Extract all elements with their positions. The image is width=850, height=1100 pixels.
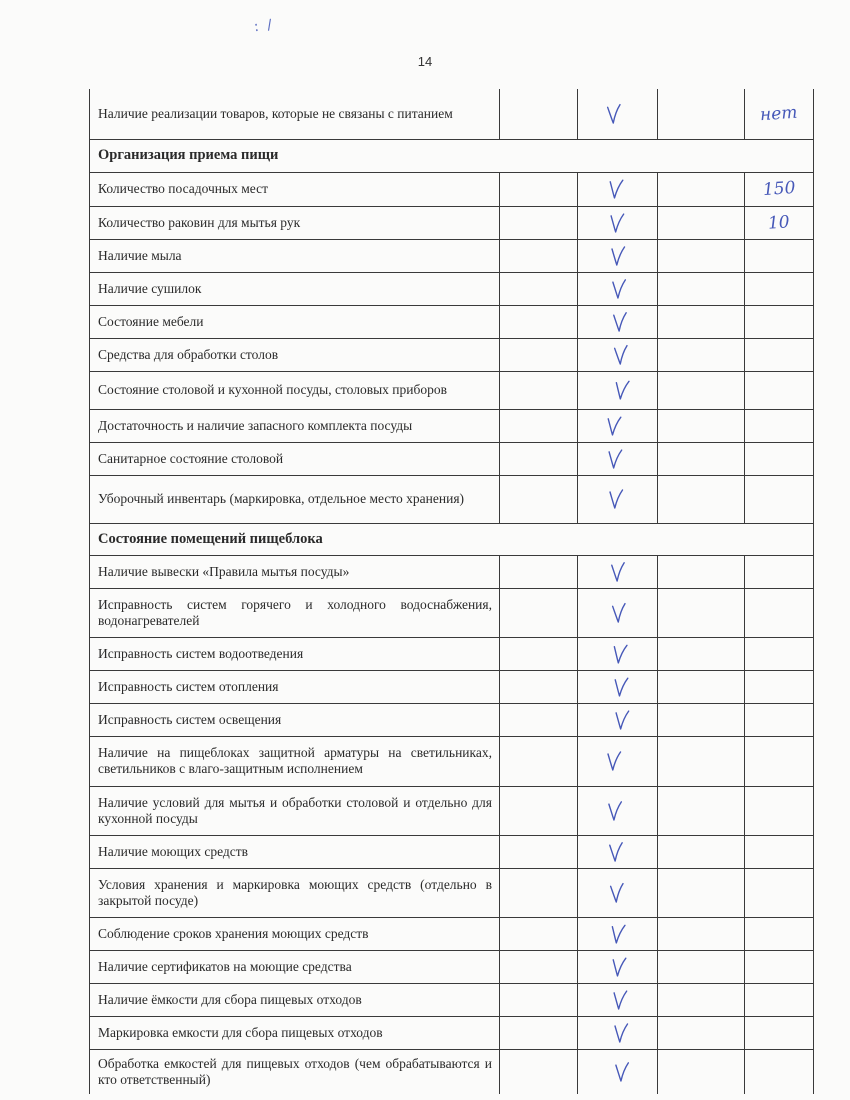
note-cell bbox=[745, 409, 814, 442]
handwritten-check-mark-icon bbox=[611, 310, 628, 333]
blank-column-cell bbox=[500, 409, 578, 442]
checklist-row bbox=[90, 786, 814, 835]
blank-column-cell bbox=[500, 670, 578, 703]
criterion-text: Состояние столовой и кухонной посуды, столовых приборов bbox=[90, 371, 500, 409]
note-cell bbox=[745, 703, 814, 736]
criterion-text: Средства для обработки столов bbox=[90, 338, 500, 371]
checklist-row bbox=[90, 371, 814, 409]
handwritten-check-mark-icon bbox=[610, 277, 626, 299]
criterion-text: Наличие условий для мытья и обработки столовой и отдельно для кухонной посуды bbox=[90, 786, 500, 835]
no-mark-cell bbox=[658, 835, 745, 868]
checklist-row bbox=[90, 950, 814, 983]
note-cell bbox=[745, 1049, 814, 1094]
handwritten-check-mark-icon bbox=[608, 488, 624, 510]
yes-mark-cell bbox=[578, 475, 658, 523]
no-mark-cell bbox=[658, 555, 745, 588]
yes-mark-cell bbox=[578, 1016, 658, 1049]
handwritten-check-mark-icon bbox=[605, 102, 622, 125]
handwritten-note: 10 bbox=[767, 211, 791, 234]
yes-mark-cell bbox=[578, 371, 658, 409]
no-mark-cell bbox=[658, 637, 745, 670]
criterion-text: Количество посадочных мест bbox=[90, 172, 500, 206]
blank-column-cell bbox=[500, 206, 578, 239]
no-mark-cell bbox=[658, 736, 745, 786]
no-mark-cell bbox=[658, 206, 745, 239]
criterion-text: Наличие сертификатов на моющие средства bbox=[90, 950, 500, 983]
checklist-row bbox=[90, 917, 814, 950]
no-mark-cell bbox=[658, 338, 745, 371]
criterion-text: Состояние мебели bbox=[90, 305, 500, 338]
checklist-row bbox=[90, 172, 814, 206]
no-mark-cell bbox=[658, 1049, 745, 1094]
yes-mark-cell bbox=[578, 239, 658, 272]
criterion-text: Достаточность и наличие запасного комплекта посуды bbox=[90, 409, 500, 442]
blank-column-cell bbox=[500, 475, 578, 523]
blank-column-cell bbox=[500, 835, 578, 868]
note-cell bbox=[745, 917, 814, 950]
note-cell bbox=[745, 736, 814, 786]
note-cell bbox=[745, 475, 814, 523]
criterion-text: Наличие ёмкости для сбора пищевых отходов bbox=[90, 983, 500, 1016]
note-cell bbox=[745, 338, 814, 371]
checklist-row bbox=[90, 983, 814, 1016]
no-mark-cell bbox=[658, 786, 745, 835]
checklist-row bbox=[90, 835, 814, 868]
yes-mark-cell bbox=[578, 950, 658, 983]
blank-column-cell bbox=[500, 1049, 578, 1094]
yes-mark-cell bbox=[578, 555, 658, 588]
no-mark-cell bbox=[658, 1016, 745, 1049]
checklist-row bbox=[90, 670, 814, 703]
checklist-row bbox=[90, 1016, 814, 1049]
handwritten-check-mark-icon bbox=[606, 799, 622, 821]
checklist-row bbox=[90, 272, 814, 305]
yes-mark-cell bbox=[578, 786, 658, 835]
section-header-row bbox=[90, 523, 814, 555]
no-mark-cell bbox=[658, 917, 745, 950]
yes-mark-cell bbox=[578, 670, 658, 703]
blank-column-cell bbox=[500, 917, 578, 950]
note-cell bbox=[745, 206, 814, 239]
blank-column-cell bbox=[500, 239, 578, 272]
checklist-row bbox=[90, 206, 814, 239]
note-cell bbox=[745, 172, 814, 206]
handwritten-check-mark-icon bbox=[613, 708, 629, 730]
no-mark-cell bbox=[658, 670, 745, 703]
no-mark-cell bbox=[658, 409, 745, 442]
blank-column-cell bbox=[500, 588, 578, 637]
handwritten-check-mark-icon bbox=[613, 379, 630, 402]
blank-column-cell bbox=[500, 1016, 578, 1049]
criterion-text: Исправность систем горячего и холодного водоснабжения, водонагревателей bbox=[90, 588, 500, 637]
blank-column-cell bbox=[500, 950, 578, 983]
note-cell bbox=[745, 637, 814, 670]
note-cell bbox=[745, 786, 814, 835]
criterion-text: Наличие сушилок bbox=[90, 272, 500, 305]
handwritten-check-mark-icon bbox=[610, 955, 627, 978]
page-number: 14 bbox=[417, 54, 433, 69]
criterion-text: Уборочный инвентарь (маркировка, отдельное место хранения) bbox=[90, 475, 500, 523]
criterion-text: Наличие реализации товаров, которые не связаны с питанием bbox=[90, 89, 500, 139]
no-mark-cell bbox=[658, 172, 745, 206]
checklist-row bbox=[90, 637, 814, 670]
handwritten-check-mark-icon bbox=[606, 447, 622, 469]
yes-mark-cell bbox=[578, 917, 658, 950]
blank-column-cell bbox=[500, 703, 578, 736]
checklist-row bbox=[90, 1049, 814, 1094]
handwritten-note: нет bbox=[759, 102, 799, 126]
blank-column-cell bbox=[500, 338, 578, 371]
yes-mark-cell bbox=[578, 89, 658, 139]
note-cell bbox=[745, 1016, 814, 1049]
inspection-checklist-table bbox=[89, 89, 813, 1094]
no-mark-cell bbox=[658, 703, 745, 736]
note-cell bbox=[745, 588, 814, 637]
blank-column-cell bbox=[500, 172, 578, 206]
handwritten-check-mark-icon bbox=[612, 675, 629, 698]
yes-mark-cell bbox=[578, 272, 658, 305]
handwritten-check-mark-icon bbox=[611, 642, 628, 665]
note-cell bbox=[745, 555, 814, 588]
note-cell bbox=[745, 272, 814, 305]
no-mark-cell bbox=[658, 89, 745, 139]
note-cell bbox=[745, 670, 814, 703]
yes-mark-cell bbox=[578, 703, 658, 736]
criterion-text: Исправность систем отопления bbox=[90, 670, 500, 703]
note-cell bbox=[745, 371, 814, 409]
no-mark-cell bbox=[658, 588, 745, 637]
yes-mark-cell bbox=[578, 172, 658, 206]
no-mark-cell bbox=[658, 475, 745, 523]
note-cell bbox=[745, 89, 814, 139]
handwritten-check-mark-icon bbox=[609, 922, 626, 945]
yes-mark-cell bbox=[578, 206, 658, 239]
no-mark-cell bbox=[658, 305, 745, 338]
handwritten-check-mark-icon bbox=[613, 1022, 629, 1044]
no-mark-cell bbox=[658, 272, 745, 305]
criterion-text: Наличие моющих средств bbox=[90, 835, 500, 868]
yes-mark-cell bbox=[578, 736, 658, 786]
handwritten-note: 150 bbox=[762, 177, 796, 201]
no-mark-cell bbox=[658, 442, 745, 475]
blank-column-cell bbox=[500, 89, 578, 139]
checklist-rows bbox=[90, 89, 814, 1094]
handwritten-check-mark-icon bbox=[606, 750, 622, 772]
handwritten-check-mark-icon bbox=[610, 245, 626, 267]
yes-mark-cell bbox=[578, 305, 658, 338]
no-mark-cell bbox=[658, 239, 745, 272]
note-cell bbox=[745, 835, 814, 868]
no-mark-cell bbox=[658, 371, 745, 409]
checklist-row bbox=[90, 703, 814, 736]
handwritten-check-mark-icon bbox=[611, 988, 627, 1010]
criterion-text: Количество раковин для мытья рук bbox=[90, 206, 500, 239]
checklist-row bbox=[90, 588, 814, 637]
blank-column-cell bbox=[500, 786, 578, 835]
note-cell bbox=[745, 950, 814, 983]
criterion-text: Наличие мыла bbox=[90, 239, 500, 272]
yes-mark-cell bbox=[578, 868, 658, 917]
section-title: Организация приема пищи bbox=[90, 139, 814, 172]
criterion-text: Санитарное состояние столовой bbox=[90, 442, 500, 475]
yes-mark-cell bbox=[578, 588, 658, 637]
yes-mark-cell bbox=[578, 409, 658, 442]
blank-column-cell bbox=[500, 442, 578, 475]
handwritten-check-mark-icon bbox=[608, 211, 624, 233]
criterion-text: Условия хранения и маркировка моющих средств (отдельно в закрытой посуде) bbox=[90, 868, 500, 917]
section-title: Состояние помещений пищеблока bbox=[90, 523, 814, 555]
yes-mark-cell bbox=[578, 1049, 658, 1094]
checklist-row bbox=[90, 239, 814, 272]
checklist-row bbox=[90, 475, 814, 523]
note-cell bbox=[745, 442, 814, 475]
blank-column-cell bbox=[500, 272, 578, 305]
checklist-row bbox=[90, 305, 814, 338]
criterion-text: Наличие на пищеблоках защитной арматуры на светильниках, светильников с влаго-защитным исполнением bbox=[90, 736, 500, 786]
yes-mark-cell bbox=[578, 442, 658, 475]
handwritten-check-mark-icon bbox=[610, 601, 627, 624]
yes-mark-cell bbox=[578, 637, 658, 670]
criterion-text: Соблюдение сроков хранения моющих средств bbox=[90, 917, 500, 950]
checklist-row bbox=[90, 868, 814, 917]
blank-column-cell bbox=[500, 637, 578, 670]
no-mark-cell bbox=[658, 983, 745, 1016]
scan-stray-marks: : / bbox=[252, 16, 275, 36]
checklist-row bbox=[90, 736, 814, 786]
blank-column-cell bbox=[500, 371, 578, 409]
checklist-row bbox=[90, 442, 814, 475]
note-cell bbox=[745, 239, 814, 272]
handwritten-check-mark-icon bbox=[609, 560, 626, 583]
criterion-text: Обработка емкостей для пищевых отходов (чем обрабатываются и кто ответственный) bbox=[90, 1049, 500, 1094]
checklist-row bbox=[90, 89, 814, 139]
yes-mark-cell bbox=[578, 983, 658, 1016]
blank-column-cell bbox=[500, 305, 578, 338]
handwritten-check-mark-icon bbox=[607, 840, 624, 863]
no-mark-cell bbox=[658, 868, 745, 917]
section-header-row bbox=[90, 139, 814, 172]
handwritten-check-mark-icon bbox=[607, 178, 624, 201]
yes-mark-cell bbox=[578, 835, 658, 868]
handwritten-check-mark-icon bbox=[612, 343, 629, 366]
note-cell bbox=[745, 305, 814, 338]
handwritten-check-mark-icon bbox=[608, 881, 625, 904]
checklist-row bbox=[90, 555, 814, 588]
criterion-text: Маркировка емкости для сбора пищевых отходов bbox=[90, 1016, 500, 1049]
note-cell bbox=[745, 983, 814, 1016]
handwritten-check-mark-icon bbox=[605, 414, 622, 437]
blank-column-cell bbox=[500, 868, 578, 917]
checklist-row bbox=[90, 409, 814, 442]
blank-column-cell bbox=[500, 555, 578, 588]
criterion-text: Наличие вывески «Правила мытья посуды» bbox=[90, 555, 500, 588]
yes-mark-cell bbox=[578, 338, 658, 371]
criterion-text: Исправность систем освещения bbox=[90, 703, 500, 736]
blank-column-cell bbox=[500, 736, 578, 786]
criterion-text: Исправность систем водоотведения bbox=[90, 637, 500, 670]
blank-column-cell bbox=[500, 983, 578, 1016]
no-mark-cell bbox=[658, 950, 745, 983]
note-cell bbox=[745, 868, 814, 917]
checklist-row bbox=[90, 338, 814, 371]
handwritten-check-mark-icon bbox=[613, 1061, 629, 1083]
